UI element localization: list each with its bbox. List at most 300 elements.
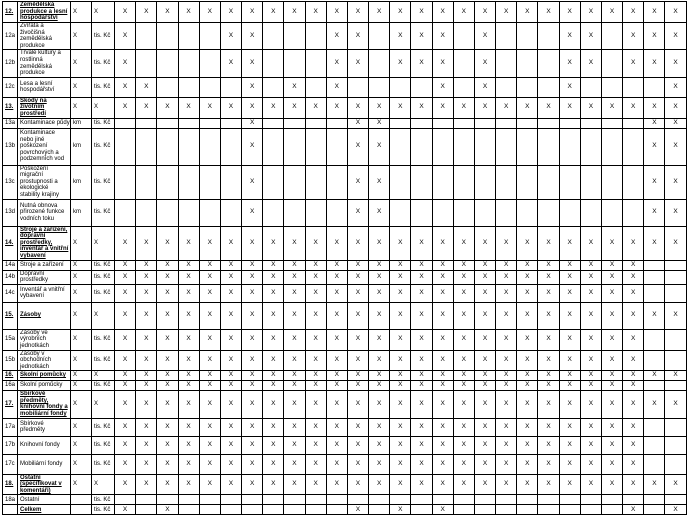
- mark-cell: X: [326, 350, 347, 371]
- mark-cell: X: [326, 50, 347, 77]
- mark-cell: X: [305, 436, 326, 454]
- mark-cell: X: [115, 97, 136, 118]
- mark-cell: X: [538, 260, 559, 270]
- mark-cell: X: [580, 270, 601, 284]
- mark-cell: [538, 495, 559, 505]
- mark-cell: X: [665, 505, 686, 515]
- mark-cell: X: [517, 436, 538, 454]
- mark-cell: [284, 118, 305, 128]
- mark-cell: X: [242, 418, 263, 436]
- mark-cell: X: [157, 329, 178, 350]
- row-code-text: 13.: [5, 104, 14, 111]
- row-label-text: Trvalé kultury a rostlinná zemědělská produkce: [20, 50, 61, 77]
- mark-cell: X: [263, 97, 284, 118]
- mark-cell: [538, 505, 559, 515]
- mark-cell: X: [369, 199, 390, 226]
- mark-cell: [665, 381, 686, 391]
- mark-cell: X: [178, 329, 199, 350]
- row-code-text: 13d: [5, 209, 16, 216]
- mark-cell: X: [136, 2, 157, 23]
- table-row: [3, 436, 687, 454]
- row-unit-2: tis. Kč: [92, 270, 115, 284]
- mark-cell: X: [178, 97, 199, 118]
- mark-cell: X: [517, 418, 538, 436]
- mark-cell: [517, 50, 538, 77]
- mark-cell: X: [369, 284, 390, 302]
- mark-cell: X: [263, 350, 284, 371]
- row-unit: X: [71, 436, 92, 454]
- mark-cell: [411, 505, 432, 515]
- mark-cell: X: [474, 474, 495, 495]
- mark-cell: X: [326, 454, 347, 474]
- mark-cell: X: [411, 302, 432, 329]
- row-code-text: 16.: [5, 372, 14, 379]
- mark-cell: X: [601, 270, 622, 284]
- row-label: [18, 77, 71, 97]
- row-code: [3, 260, 18, 270]
- mark-cell: X: [347, 226, 368, 260]
- mark-cell: X: [665, 118, 686, 128]
- mark-cell: [178, 77, 199, 97]
- mark-cell: X: [496, 284, 517, 302]
- mark-cell: [369, 495, 390, 505]
- row-code-text: 14c: [5, 289, 15, 296]
- mark-cell: X: [559, 418, 580, 436]
- mark-cell: [305, 118, 326, 128]
- mark-cell: X: [580, 350, 601, 371]
- mark-cell: X: [432, 350, 453, 371]
- mark-cell: [644, 77, 665, 97]
- row-code: [3, 418, 18, 436]
- row-code-text: 13c: [5, 178, 15, 185]
- mark-cell: [453, 495, 474, 505]
- row-unit: X: [71, 418, 92, 436]
- mark-cell: X: [242, 329, 263, 350]
- mark-cell: [157, 128, 178, 165]
- table-row: [3, 50, 687, 77]
- mark-cell: X: [580, 474, 601, 495]
- mark-cell: [369, 50, 390, 77]
- mark-cell: X: [136, 381, 157, 391]
- row-code-text: 13a: [5, 119, 16, 126]
- row-label-text: Škody na životním prostředí: [20, 97, 47, 117]
- mark-cell: [580, 199, 601, 226]
- mark-cell: X: [517, 454, 538, 474]
- mark-cell: X: [369, 260, 390, 270]
- mark-cell: [538, 165, 559, 199]
- row-code-text: 18a: [5, 496, 16, 503]
- mark-cell: X: [496, 260, 517, 270]
- mark-cell: [199, 128, 220, 165]
- table-row: [3, 128, 687, 165]
- mark-cell: [496, 23, 517, 50]
- row-label-text: Mobiliární fondy: [20, 460, 63, 467]
- mark-cell: X: [242, 436, 263, 454]
- mark-cell: [453, 77, 474, 97]
- mark-cell: X: [136, 260, 157, 270]
- mark-cell: X: [199, 474, 220, 495]
- mark-cell: X: [474, 391, 495, 418]
- row-code: [3, 50, 18, 77]
- mark-cell: X: [411, 474, 432, 495]
- mark-cell: X: [601, 2, 622, 23]
- mark-cell: X: [474, 260, 495, 270]
- mark-cell: X: [432, 302, 453, 329]
- mark-cell: X: [136, 436, 157, 454]
- mark-cell: [157, 77, 178, 97]
- mark-cell: [496, 505, 517, 515]
- row-code-text: 18.: [5, 481, 14, 488]
- mark-cell: X: [136, 329, 157, 350]
- mark-cell: X: [496, 270, 517, 284]
- table-row: [3, 226, 687, 260]
- mark-cell: X: [474, 97, 495, 118]
- mark-cell: X: [115, 371, 136, 381]
- mark-cell: [580, 165, 601, 199]
- mark-cell: X: [453, 226, 474, 260]
- mark-cell: X: [390, 284, 411, 302]
- mark-cell: X: [601, 260, 622, 270]
- mark-cell: X: [242, 23, 263, 50]
- mark-cell: [580, 118, 601, 128]
- mark-cell: X: [538, 226, 559, 260]
- mark-cell: X: [242, 97, 263, 118]
- row-code: [3, 77, 18, 97]
- mark-cell: X: [242, 381, 263, 391]
- mark-cell: X: [347, 270, 368, 284]
- mark-cell: X: [178, 454, 199, 474]
- mark-cell: [263, 23, 284, 50]
- mark-cell: [623, 128, 644, 165]
- mark-cell: X: [199, 302, 220, 329]
- mark-cell: X: [559, 23, 580, 50]
- mark-cell: X: [580, 381, 601, 391]
- row-label-text: Dopravní prostředky: [20, 270, 49, 284]
- mark-cell: X: [326, 77, 347, 97]
- mark-cell: [644, 350, 665, 371]
- mark-cell: [517, 77, 538, 97]
- row-code-text: 15a: [5, 336, 16, 343]
- mark-cell: [538, 199, 559, 226]
- mark-cell: [559, 128, 580, 165]
- mark-cell: X: [178, 371, 199, 381]
- row-unit: km: [71, 128, 92, 165]
- mark-cell: [601, 128, 622, 165]
- mark-cell: X: [284, 381, 305, 391]
- mark-cell: [644, 454, 665, 474]
- row-code: [3, 391, 18, 418]
- row-label: [18, 97, 71, 118]
- mark-cell: X: [559, 226, 580, 260]
- mark-cell: X: [496, 302, 517, 329]
- mark-cell: X: [644, 2, 665, 23]
- mark-cell: [326, 199, 347, 226]
- mark-cell: X: [601, 97, 622, 118]
- mark-cell: X: [242, 391, 263, 418]
- mark-cell: X: [517, 302, 538, 329]
- mark-cell: X: [157, 2, 178, 23]
- mark-cell: [115, 199, 136, 226]
- mark-cell: X: [496, 97, 517, 118]
- mark-cell: X: [326, 270, 347, 284]
- mark-cell: X: [644, 199, 665, 226]
- mark-cell: X: [115, 260, 136, 270]
- mark-cell: X: [136, 371, 157, 381]
- row-code: [3, 505, 18, 515]
- mark-cell: X: [347, 97, 368, 118]
- mark-cell: [136, 495, 157, 505]
- row-unit-2: tis. Kč: [92, 350, 115, 371]
- mark-cell: X: [580, 454, 601, 474]
- mark-cell: X: [390, 226, 411, 260]
- mark-cell: X: [411, 2, 432, 23]
- mark-cell: X: [559, 329, 580, 350]
- mark-cell: X: [538, 284, 559, 302]
- mark-cell: X: [263, 329, 284, 350]
- mark-cell: [157, 199, 178, 226]
- mark-cell: X: [601, 474, 622, 495]
- mark-cell: X: [580, 23, 601, 50]
- mark-cell: X: [347, 260, 368, 270]
- row-unit-2: tis. Kč: [92, 505, 115, 515]
- row-label: [18, 329, 71, 350]
- mark-cell: X: [517, 260, 538, 270]
- mark-cell: X: [432, 371, 453, 381]
- mark-cell: X: [284, 454, 305, 474]
- mark-cell: X: [601, 436, 622, 454]
- mark-cell: X: [178, 391, 199, 418]
- mark-cell: [199, 118, 220, 128]
- mark-cell: X: [199, 454, 220, 474]
- mark-cell: X: [220, 284, 241, 302]
- mark-cell: X: [347, 505, 368, 515]
- mark-cell: X: [284, 284, 305, 302]
- mark-cell: X: [242, 77, 263, 97]
- mark-cell: [644, 381, 665, 391]
- mark-cell: X: [220, 418, 241, 436]
- row-code: [3, 350, 18, 371]
- mark-cell: X: [601, 418, 622, 436]
- mark-cell: X: [115, 77, 136, 97]
- mark-cell: X: [157, 97, 178, 118]
- mark-cell: X: [157, 284, 178, 302]
- row-code-text: 15.: [5, 312, 14, 319]
- mark-cell: X: [432, 418, 453, 436]
- mark-cell: X: [538, 270, 559, 284]
- mark-cell: X: [453, 270, 474, 284]
- mark-cell: X: [199, 436, 220, 454]
- row-unit-2: tis. Kč: [92, 199, 115, 226]
- mark-cell: [644, 284, 665, 302]
- table-row: [3, 474, 687, 495]
- mark-cell: X: [242, 474, 263, 495]
- mark-cell: X: [347, 454, 368, 474]
- row-unit: X: [71, 371, 92, 381]
- mark-cell: X: [665, 371, 686, 381]
- mark-cell: X: [559, 454, 580, 474]
- mark-cell: X: [538, 329, 559, 350]
- row-code-text: 17b: [5, 441, 16, 448]
- mark-cell: X: [115, 350, 136, 371]
- mark-cell: [115, 165, 136, 199]
- mark-cell: [453, 50, 474, 77]
- mark-cell: X: [199, 97, 220, 118]
- mark-cell: X: [517, 284, 538, 302]
- mark-cell: X: [411, 436, 432, 454]
- mark-cell: X: [432, 436, 453, 454]
- mark-cell: X: [284, 97, 305, 118]
- mark-cell: X: [157, 474, 178, 495]
- row-label-text: Kontaminace půdy: [20, 119, 70, 126]
- row-unit: X: [71, 270, 92, 284]
- mark-cell: X: [199, 391, 220, 418]
- mark-cell: X: [178, 474, 199, 495]
- row-label-text: Zásoby: [20, 312, 42, 319]
- mark-cell: X: [242, 270, 263, 284]
- row-code-text: 14a: [5, 261, 16, 268]
- mark-cell: X: [517, 474, 538, 495]
- mark-cell: X: [601, 284, 622, 302]
- mark-cell: [665, 260, 686, 270]
- mark-cell: X: [432, 50, 453, 77]
- mark-cell: X: [199, 329, 220, 350]
- row-label: [18, 284, 71, 302]
- mark-cell: X: [411, 97, 432, 118]
- mark-cell: X: [390, 505, 411, 515]
- mark-cell: X: [665, 97, 686, 118]
- mark-cell: X: [263, 284, 284, 302]
- mark-cell: X: [411, 381, 432, 391]
- mark-cell: X: [390, 371, 411, 381]
- mark-cell: X: [453, 260, 474, 270]
- mark-cell: X: [411, 391, 432, 418]
- row-label-text: Zásoby ve výrobních jednotkách: [20, 329, 50, 349]
- table-row: [3, 165, 687, 199]
- mark-cell: X: [369, 474, 390, 495]
- mark-cell: X: [199, 226, 220, 260]
- row-unit-2: tis. Kč: [92, 77, 115, 97]
- row-unit: X: [71, 23, 92, 50]
- mark-cell: X: [623, 418, 644, 436]
- mark-cell: X: [178, 284, 199, 302]
- mark-cell: X: [390, 260, 411, 270]
- row-unit: X: [71, 226, 92, 260]
- row-label-text: Poškození migrační prostupnosti a ekologické stability krajiny: [20, 165, 60, 198]
- mark-cell: X: [347, 199, 368, 226]
- mark-cell: X: [644, 474, 665, 495]
- mark-cell: X: [496, 474, 517, 495]
- mark-cell: X: [580, 2, 601, 23]
- mark-cell: [347, 495, 368, 505]
- row-unit-2: tis. Kč: [92, 418, 115, 436]
- mark-cell: X: [157, 418, 178, 436]
- mark-cell: X: [538, 371, 559, 381]
- mark-cell: [411, 495, 432, 505]
- mark-cell: [496, 128, 517, 165]
- mark-cell: X: [284, 270, 305, 284]
- mark-cell: X: [305, 371, 326, 381]
- table-row: [3, 284, 687, 302]
- mark-cell: X: [326, 391, 347, 418]
- mark-cell: X: [601, 381, 622, 391]
- mark-cell: X: [390, 391, 411, 418]
- mark-cell: [517, 505, 538, 515]
- mark-cell: X: [644, 118, 665, 128]
- mark-cell: X: [390, 2, 411, 23]
- mark-cell: X: [559, 97, 580, 118]
- mark-cell: [178, 199, 199, 226]
- mark-cell: [157, 118, 178, 128]
- mark-cell: [453, 128, 474, 165]
- mark-cell: X: [538, 97, 559, 118]
- mark-cell: X: [432, 454, 453, 474]
- mark-cell: X: [220, 391, 241, 418]
- row-code-text: 17a: [5, 423, 16, 430]
- mark-cell: [199, 199, 220, 226]
- mark-cell: [623, 165, 644, 199]
- mark-cell: X: [305, 418, 326, 436]
- mark-cell: X: [453, 350, 474, 371]
- mark-cell: [199, 165, 220, 199]
- mark-cell: [517, 23, 538, 50]
- mark-cell: X: [474, 381, 495, 391]
- mark-cell: X: [580, 371, 601, 381]
- row-code: [3, 23, 18, 50]
- row-unit: X: [71, 381, 92, 391]
- table-row: [3, 371, 687, 381]
- table-row: [3, 270, 687, 284]
- mark-cell: X: [305, 302, 326, 329]
- mark-cell: X: [326, 436, 347, 454]
- mark-cell: [601, 50, 622, 77]
- mark-cell: [665, 329, 686, 350]
- mark-cell: [432, 128, 453, 165]
- mark-cell: X: [369, 381, 390, 391]
- mark-cell: [178, 118, 199, 128]
- mark-cell: X: [411, 371, 432, 381]
- mark-cell: X: [199, 284, 220, 302]
- mark-cell: [242, 495, 263, 505]
- mark-cell: X: [136, 226, 157, 260]
- mark-cell: X: [644, 23, 665, 50]
- mark-cell: [199, 77, 220, 97]
- mark-cell: [115, 495, 136, 505]
- mark-cell: X: [580, 260, 601, 270]
- mark-cell: [517, 118, 538, 128]
- mark-cell: X: [453, 2, 474, 23]
- mark-cell: X: [220, 270, 241, 284]
- mark-cell: X: [665, 226, 686, 260]
- mark-cell: [432, 495, 453, 505]
- mark-cell: X: [580, 50, 601, 77]
- mark-cell: X: [347, 329, 368, 350]
- mark-cell: X: [178, 381, 199, 391]
- mark-cell: X: [623, 270, 644, 284]
- row-label: [18, 199, 71, 226]
- row-label: [18, 50, 71, 77]
- mark-cell: X: [644, 371, 665, 381]
- mark-cell: X: [601, 454, 622, 474]
- mark-cell: [538, 23, 559, 50]
- row-code: [3, 2, 18, 23]
- mark-cell: [411, 77, 432, 97]
- mark-cell: X: [347, 128, 368, 165]
- mark-cell: X: [284, 436, 305, 454]
- mark-cell: [559, 165, 580, 199]
- mark-cell: X: [453, 391, 474, 418]
- mark-cell: [263, 165, 284, 199]
- table-row: [3, 77, 687, 97]
